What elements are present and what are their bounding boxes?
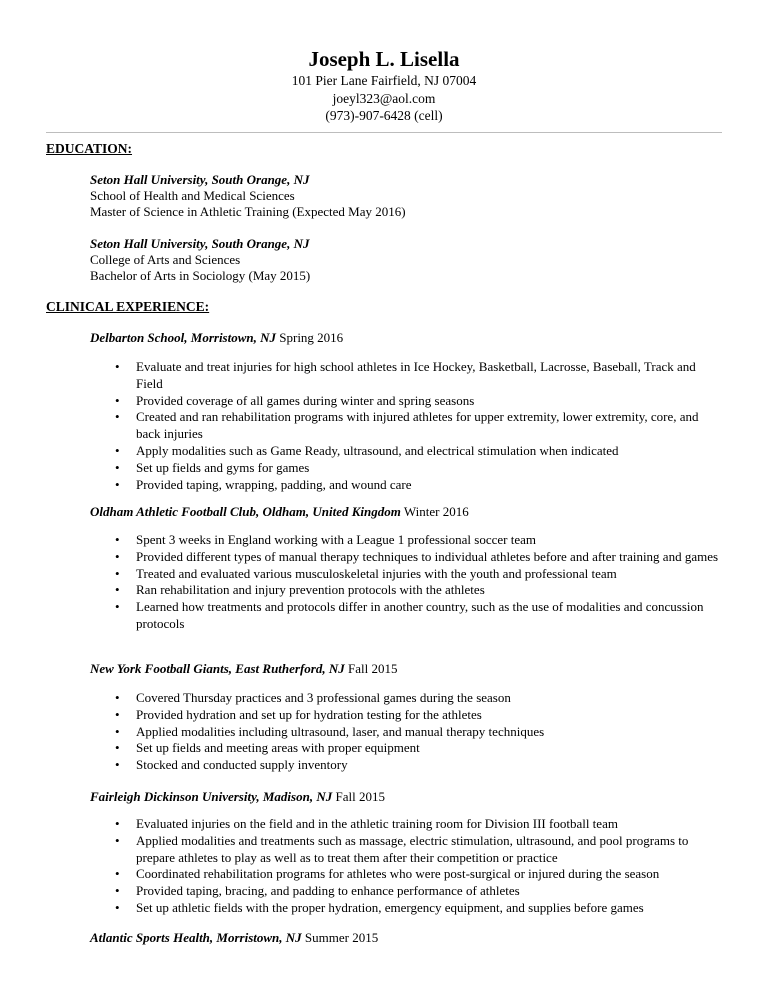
education-institution: Seton Hall University, South Orange, NJ (90, 236, 310, 251)
resume-header (0, 0, 768, 125)
job-term: Summer 2015 (304, 930, 379, 945)
bullet-item: • Set up fields and meeting areas with proper equipment (136, 740, 722, 757)
bullet-item: • Treated and evaluated various musculoskeletal injuries with the youth and professional team (136, 566, 722, 583)
job-term: Fall 2015 (348, 661, 398, 676)
job-title-line (90, 789, 722, 805)
header-divider (46, 132, 722, 133)
address: 101 Pier Lane Fairfield, NJ 07004 (291, 73, 477, 88)
bullet-item: • Provided different types of manual therapy techniques to individual athletes before and after training and games (136, 549, 722, 566)
job-place: Fairleigh Dickinson University, Madison, NJ (90, 789, 333, 804)
bullet-item: • Provided hydration and set up for hydration testing for the athletes (136, 707, 722, 724)
bullet-item: • Provided coverage of all games during winter and spring seasons (136, 393, 722, 410)
bullet-item: • Evaluate and treat injuries for high school athletes in Ice Hockey, Basketball, Lacrosse, Baseball, Track and Field (136, 359, 722, 393)
bullet-item: • Applied modalities including ultrasound, laser, and manual therapy techniques (136, 724, 722, 741)
job-place: Oldham Athletic Football Club, Oldham, United Kingdom (90, 504, 401, 519)
education-heading: EDUCATION: (46, 141, 133, 156)
job-term: Winter 2016 (403, 504, 469, 519)
bullet-item: • Set up fields and gyms for games (136, 460, 722, 477)
job-bullets (136, 816, 722, 917)
bullet-item: • Set up athletic fields with the proper hydration, emergency equipment, and supplies before games (136, 900, 722, 917)
job-term: Spring 2016 (279, 330, 344, 345)
bullet-item: • Provided taping, wrapping, padding, and wound care (136, 477, 722, 494)
job-place: Delbarton School, Morristown, NJ (90, 330, 277, 345)
education-institution: Seton Hall University, South Orange, NJ (90, 172, 310, 187)
job-term: Fall 2015 (335, 789, 385, 804)
bullet-item: • Coordinated rehabilitation programs for athletes who were post-surgical or injured during the season (136, 866, 722, 883)
education-school: College of Arts and Sciences (90, 252, 241, 267)
clinical-heading: CLINICAL EXPERIENCE: (46, 299, 210, 314)
bullet-item: • Learned how treatments and protocols differ in another country, such as the use of modalities and concussion protocols (136, 599, 722, 633)
education-degree: Master of Science in Athletic Training (Expected May 2016) (90, 204, 406, 219)
job-title-line (90, 661, 722, 677)
bullet-item: • Evaluated injuries on the field and in the athletic training room for Division III football team (136, 816, 722, 833)
email: joeyl323@aol.com (332, 90, 436, 106)
job-title-line (90, 930, 722, 946)
job-bullets (136, 532, 722, 633)
bullet-item: • Stocked and conducted supply inventory (136, 757, 722, 774)
job-place: Atlantic Sports Health, Morristown, NJ (90, 930, 302, 945)
education-school: School of Health and Medical Sciences (90, 188, 295, 203)
bullet-item: • Spent 3 weeks in England working with a League 1 professional soccer team (136, 532, 722, 549)
job-bullets (136, 690, 722, 774)
bullet-item: • Provided taping, bracing, and padding to enhance performance of athletes (136, 883, 722, 900)
job-title-line (90, 330, 722, 346)
phone: (973)-907-6428 (cell) (325, 108, 443, 123)
bullet-item: • Ran rehabilitation and injury prevention protocols with the athletes (136, 582, 722, 599)
bullet-item: • Covered Thursday practices and 3 professional games during the season (136, 690, 722, 707)
bullet-item: • Apply modalities such as Game Ready, ultrasound, and electrical stimulation when indicated (136, 443, 722, 460)
education-entry (90, 172, 722, 220)
bullet-item: • Created and ran rehabilitation programs with injured athletes for upper extremity, lower extremity, core, and back injuries (136, 409, 722, 443)
education-degree: Bachelor of Arts in Sociology (May 2015) (90, 268, 311, 283)
job-title-line (90, 504, 722, 520)
bullet-item: • Applied modalities and treatments such as massage, electric stimulation, ultrasound, and pool programs to prepare athletes to play as well as to treat them after their competition or practice (136, 833, 722, 867)
candidate-name: Joseph L. Lisella (308, 47, 460, 71)
job-bullets (136, 359, 722, 493)
education-entry (90, 236, 722, 284)
job-place: New York Football Giants, East Rutherford, NJ (90, 661, 345, 676)
